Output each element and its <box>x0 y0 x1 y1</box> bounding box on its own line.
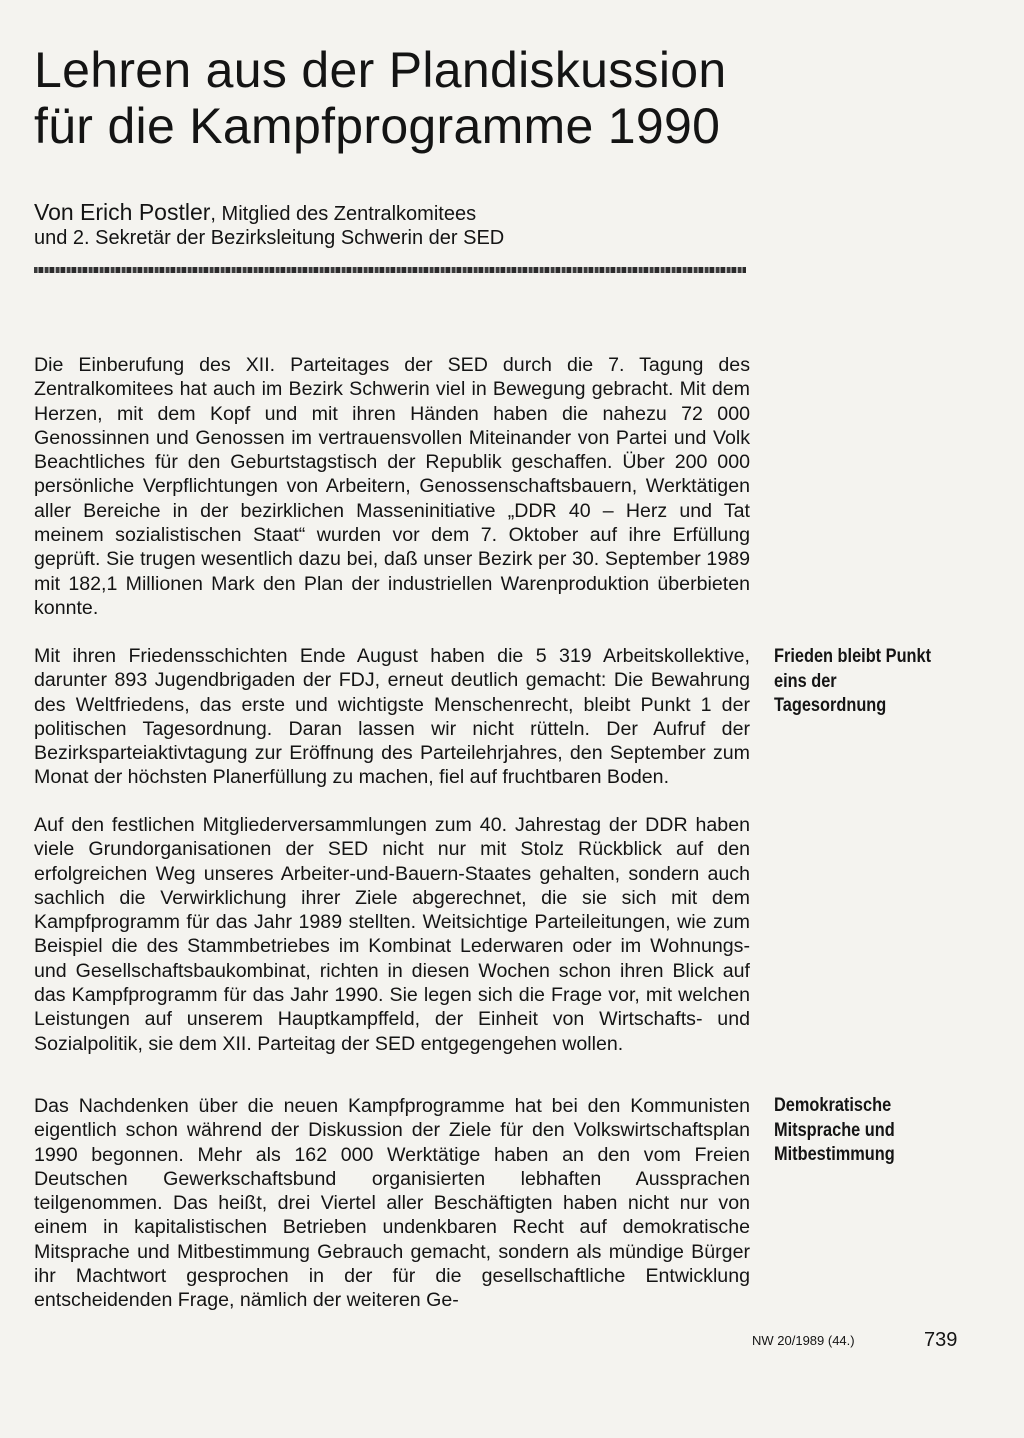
byline <box>34 200 754 250</box>
title-line-2: für die Kampfprogramme 1990 <box>34 98 721 154</box>
author-name: Erich Postler <box>80 199 211 225</box>
divider-rule <box>34 267 746 273</box>
paragraph-3: Auf den festlichen Mitgliederversammlungen zum 40. Jahrestag der DDR haben viele Grundorganisationen der SED nicht nur mit Stolz Rückblick auf den erfolgreichen Weg unseres Arbeiter-und-Bauern-Staates gehalten, sondern auch sachlich die Verwirklichung ihrer Ziele abgerechnet, die sie sich mit dem Kampfprogramm für das Jahr 1989 stellten. Weitsichtige Parteileitungen, wie zum Beispiel die des Stammbetriebes im Kombinat Lederwaren oder im Wohnungs- und Gesellschaftsbaukombinat, richten in diesen Wochen schon ihren Blick auf das Kampfprogramm für das Jahr 1990. Sie legen sich die Frage vor, mit welchen Leistungen auf unserem Hauptkampffeld, der Einheit von Wirtschafts- und Sozialpolitik, sie dem XII. Parteitag der SED entgegengehen wollen. <box>34 814 750 1055</box>
article-title <box>34 42 834 154</box>
margin-heading-peace: Frieden bleibt Punkt eins der Tagesordnung <box>774 646 932 716</box>
title-line-1: Lehren aus der Plandiskussion <box>34 42 727 98</box>
byline-role-2: und 2. Sekretär der Bezirksleitung Schwerin der SED <box>34 227 505 249</box>
paragraph-4: Das Nachdenken über die neuen Kampfprogramme hat bei den Kommunisten eigentlich schon während der Diskussion der Ziele für den Volkswirtschaftsplan 1990 begonnen. Mehr als 162 000 Werktätige haben an den vom Freien Deutschen Gewerkschaftsbund organisierten lebhaften Aussprachen teilgenommen. Das heißt, drei Viertel aller Beschäftigten haben nicht nur von einem in kapitalistischen Betrieben undenkbaren Recht auf demokratische Mitsprache und Mitbestimmung Gebrauch gemacht, sondern als mündige Bürger ihr Machtwort gesprochen in der für die gesellschaftliche Entwicklung entscheidenden Frage, nämlich der weiteren Ge- <box>34 1095 750 1312</box>
paragraph-1: Die Einberufung des XII. Parteitages der SED durch die 7. Tagung des Zentralkomitees hat auch im Bezirk Schwerin viel in Bewegung gebracht. Mit dem Herzen, mit dem Kopf und mit ihren Händen haben die nahezu 72 000 Genossinnen und Genossen im vertrauensvollen Miteinander von Partei und Volk Beachtliches für den Geburtstagstisch der Republik geschaffen. Über 200 000 persönliche Verpflichtungen von Arbeitern, Genossenschaftsbauern, Werktätigen aller Bereiche in der bezirklichen Masseninitiative „DDR 40 – Herz und Tat meinem sozialistischen Staat“ wurden vor dem 7. Oktober auf ihre Erfüllung geprüft. Sie trugen wesentlich dazu bei, daß unser Bezirk per 30. September 1989 mit 182,1 Millionen Mark den Plan der industriellen Warenproduktion überbieten konnte. <box>34 354 750 619</box>
page-number: 739 <box>924 1329 958 1351</box>
byline-role-1: , Mitglied des Zentralkomitees <box>210 203 477 225</box>
issue-number: NW 20/1989 (44.) <box>752 1333 855 1348</box>
paragraph-2: Mit ihren Friedensschichten Ende August haben die 5 319 Arbeitskollektive, darunter 893 Jugendbrigaden der FDJ, erneut deutlich gemacht: Die Bewahrung des Weltfriedens, das erste und wichtigste Menschenrecht, bleibt Punkt 1 der politischen Tagesordnung. Daran lassen wir nicht rütteln. Der Aufruf der Bezirksparteiaktivtagung zur Eröffnung des Parteilehrjahres, den September zum Monat der höchsten Planerfüllung zu machen, fiel auf fruchtbaren Boden. <box>34 645 750 789</box>
byline-prefix: Von <box>34 199 81 225</box>
margin-heading-democracy: Demokratische Mitsprache und Mitbestimmung <box>774 1095 895 1165</box>
